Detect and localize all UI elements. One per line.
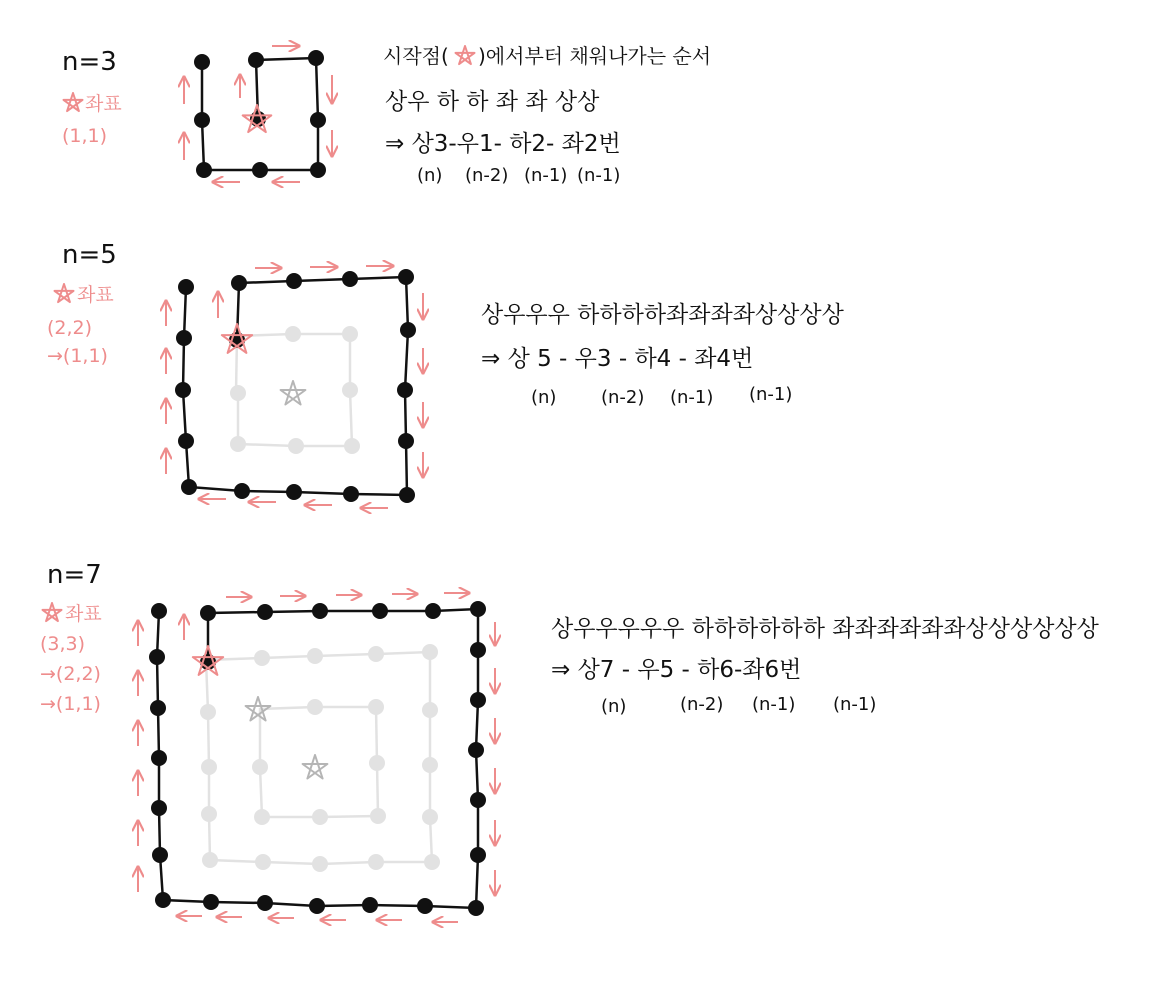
- dot: [422, 809, 438, 825]
- dot: [424, 854, 440, 870]
- move-sequence: ⇒ 상7 - 우5 - 하6-좌6번: [551, 657, 802, 683]
- dot: [422, 702, 438, 718]
- inner-layer-faint: [230, 326, 360, 454]
- dot: [252, 759, 268, 775]
- dot: [344, 438, 360, 454]
- direction-pattern: 상우우우 하하하하좌좌좌좌상상상상: [481, 302, 844, 328]
- dot: [417, 898, 433, 914]
- dot: [150, 700, 166, 716]
- dot: [343, 486, 359, 502]
- sub-label: (n-1): [670, 387, 714, 408]
- dot: [175, 382, 191, 398]
- block-n5: [47, 240, 845, 508]
- dot: [151, 800, 167, 816]
- center-star-icon: [281, 381, 306, 405]
- dot: [307, 699, 323, 715]
- spiral-grid: [166, 266, 423, 508]
- move-sequence: ⇒ 상3-우1- 하2- 좌2번: [385, 131, 621, 157]
- n-label: n=7: [47, 560, 102, 590]
- star-shape: [281, 381, 306, 405]
- dot: [398, 269, 414, 285]
- dot: [425, 603, 441, 619]
- dot: [201, 806, 217, 822]
- dot: [470, 601, 486, 617]
- sub-label: (n-1): [577, 165, 621, 186]
- dot: [286, 273, 302, 289]
- dot: [368, 646, 384, 662]
- dot: [308, 50, 324, 66]
- coord-value: (3,3): [40, 633, 86, 655]
- dot: [309, 898, 325, 914]
- coord-value: (1,1): [62, 125, 108, 147]
- dot: [151, 603, 167, 619]
- dot: [286, 484, 302, 500]
- dot: [252, 162, 268, 178]
- dot: [248, 52, 264, 68]
- dot: [231, 275, 247, 291]
- inner-path: [260, 707, 378, 817]
- dot: [176, 330, 192, 346]
- direction-pattern: 상우우우우우 하하하하하하 좌좌좌좌좌좌상상상상상상: [551, 616, 1099, 642]
- dot: [178, 279, 194, 295]
- dot: [362, 897, 378, 913]
- star-shape: [246, 697, 271, 721]
- sub-label: (n-2): [601, 387, 645, 408]
- star-shape: [303, 755, 328, 779]
- center-star-icon: [303, 755, 328, 779]
- pink-star-icon: [456, 46, 475, 64]
- block-n7: [40, 560, 1100, 922]
- move-subscripts: [531, 384, 792, 408]
- mid-star-icon: [246, 697, 271, 721]
- star-shape: [456, 46, 475, 64]
- sub-label: (n-2): [465, 165, 509, 186]
- dot: [234, 483, 250, 499]
- coord-title: 좌표: [77, 284, 114, 306]
- dot: [342, 271, 358, 287]
- dot: [230, 385, 246, 401]
- dot: [152, 847, 168, 863]
- dot: [310, 112, 326, 128]
- dot: [201, 759, 217, 775]
- direction-pattern: 상우 하 하 좌 좌 상상: [385, 89, 600, 115]
- star-shape: [43, 603, 62, 621]
- intro-line: [383, 44, 711, 68]
- spiral-grid: [184, 46, 332, 182]
- dot: [422, 757, 438, 773]
- dot: [368, 854, 384, 870]
- inner-layers-faint: [200, 644, 440, 872]
- star-shape: [55, 284, 74, 302]
- dot: [468, 900, 484, 916]
- sub-label: (n): [531, 387, 557, 408]
- dot: [194, 54, 210, 70]
- intro-suffix: )에서부터 채워나가는 순서: [478, 44, 712, 68]
- dot: [470, 692, 486, 708]
- dot: [200, 605, 216, 621]
- star-shape: [64, 93, 83, 111]
- dot: [370, 808, 386, 824]
- dot: [254, 809, 270, 825]
- coord-legend: [40, 603, 102, 715]
- coord-title: 좌표: [65, 603, 102, 625]
- dot: [196, 162, 212, 178]
- dot: [368, 699, 384, 715]
- block-n3: [62, 44, 711, 186]
- coord-value: →(2,2): [40, 663, 101, 685]
- sub-label: (n-1): [752, 694, 796, 715]
- dot: [397, 382, 413, 398]
- coord-legend: [47, 284, 114, 367]
- dot: [312, 809, 328, 825]
- dot: [312, 856, 328, 872]
- move-subscripts: [417, 165, 620, 186]
- inner-path: [206, 652, 432, 864]
- dot: [149, 649, 165, 665]
- dot: [255, 854, 271, 870]
- sub-label: (n): [417, 165, 443, 186]
- dot: [468, 742, 484, 758]
- dot: [155, 892, 171, 908]
- move-subscripts: [601, 694, 876, 717]
- dot: [200, 704, 216, 720]
- dot: [203, 894, 219, 910]
- dot: [342, 326, 358, 342]
- dot: [400, 322, 416, 338]
- pink-star-icon: [55, 284, 74, 302]
- dot: [372, 603, 388, 619]
- n-label: n=5: [62, 240, 117, 270]
- coord-value: →(1,1): [47, 345, 108, 367]
- coord-value: →(1,1): [40, 693, 101, 715]
- dot: [285, 326, 301, 342]
- dot: [470, 792, 486, 808]
- dot: [310, 162, 326, 178]
- spiral-grid: [138, 593, 495, 922]
- dot: [230, 436, 246, 452]
- dot: [342, 382, 358, 398]
- dot: [254, 650, 270, 666]
- dot: [288, 438, 304, 454]
- dot: [470, 642, 486, 658]
- dot: [399, 487, 415, 503]
- dot: [470, 847, 486, 863]
- coord-legend: [62, 93, 122, 147]
- sub-label: (n-2): [680, 694, 724, 715]
- pink-star-icon: [43, 603, 62, 621]
- dot: [312, 603, 328, 619]
- dot: [422, 644, 438, 660]
- dot: [369, 755, 385, 771]
- sub-label: (n): [601, 696, 627, 717]
- dot: [178, 433, 194, 449]
- n-label: n=3: [62, 47, 117, 77]
- dot: [194, 112, 210, 128]
- sub-label: (n-1): [749, 384, 793, 405]
- move-sequence: ⇒ 상 5 - 우3 - 하4 - 좌4번: [481, 346, 754, 372]
- sub-label: (n-1): [833, 694, 877, 715]
- pink-star-icon: [64, 93, 83, 111]
- dot: [181, 479, 197, 495]
- dot: [202, 852, 218, 868]
- sub-label: (n-1): [524, 165, 568, 186]
- intro-prefix: 시작점(: [383, 44, 449, 68]
- dot: [257, 604, 273, 620]
- dot: [398, 433, 414, 449]
- coord-value: (2,2): [47, 317, 93, 339]
- dot: [151, 750, 167, 766]
- dot: [257, 895, 273, 911]
- dot: [307, 648, 323, 664]
- coord-title: 좌표: [85, 93, 122, 115]
